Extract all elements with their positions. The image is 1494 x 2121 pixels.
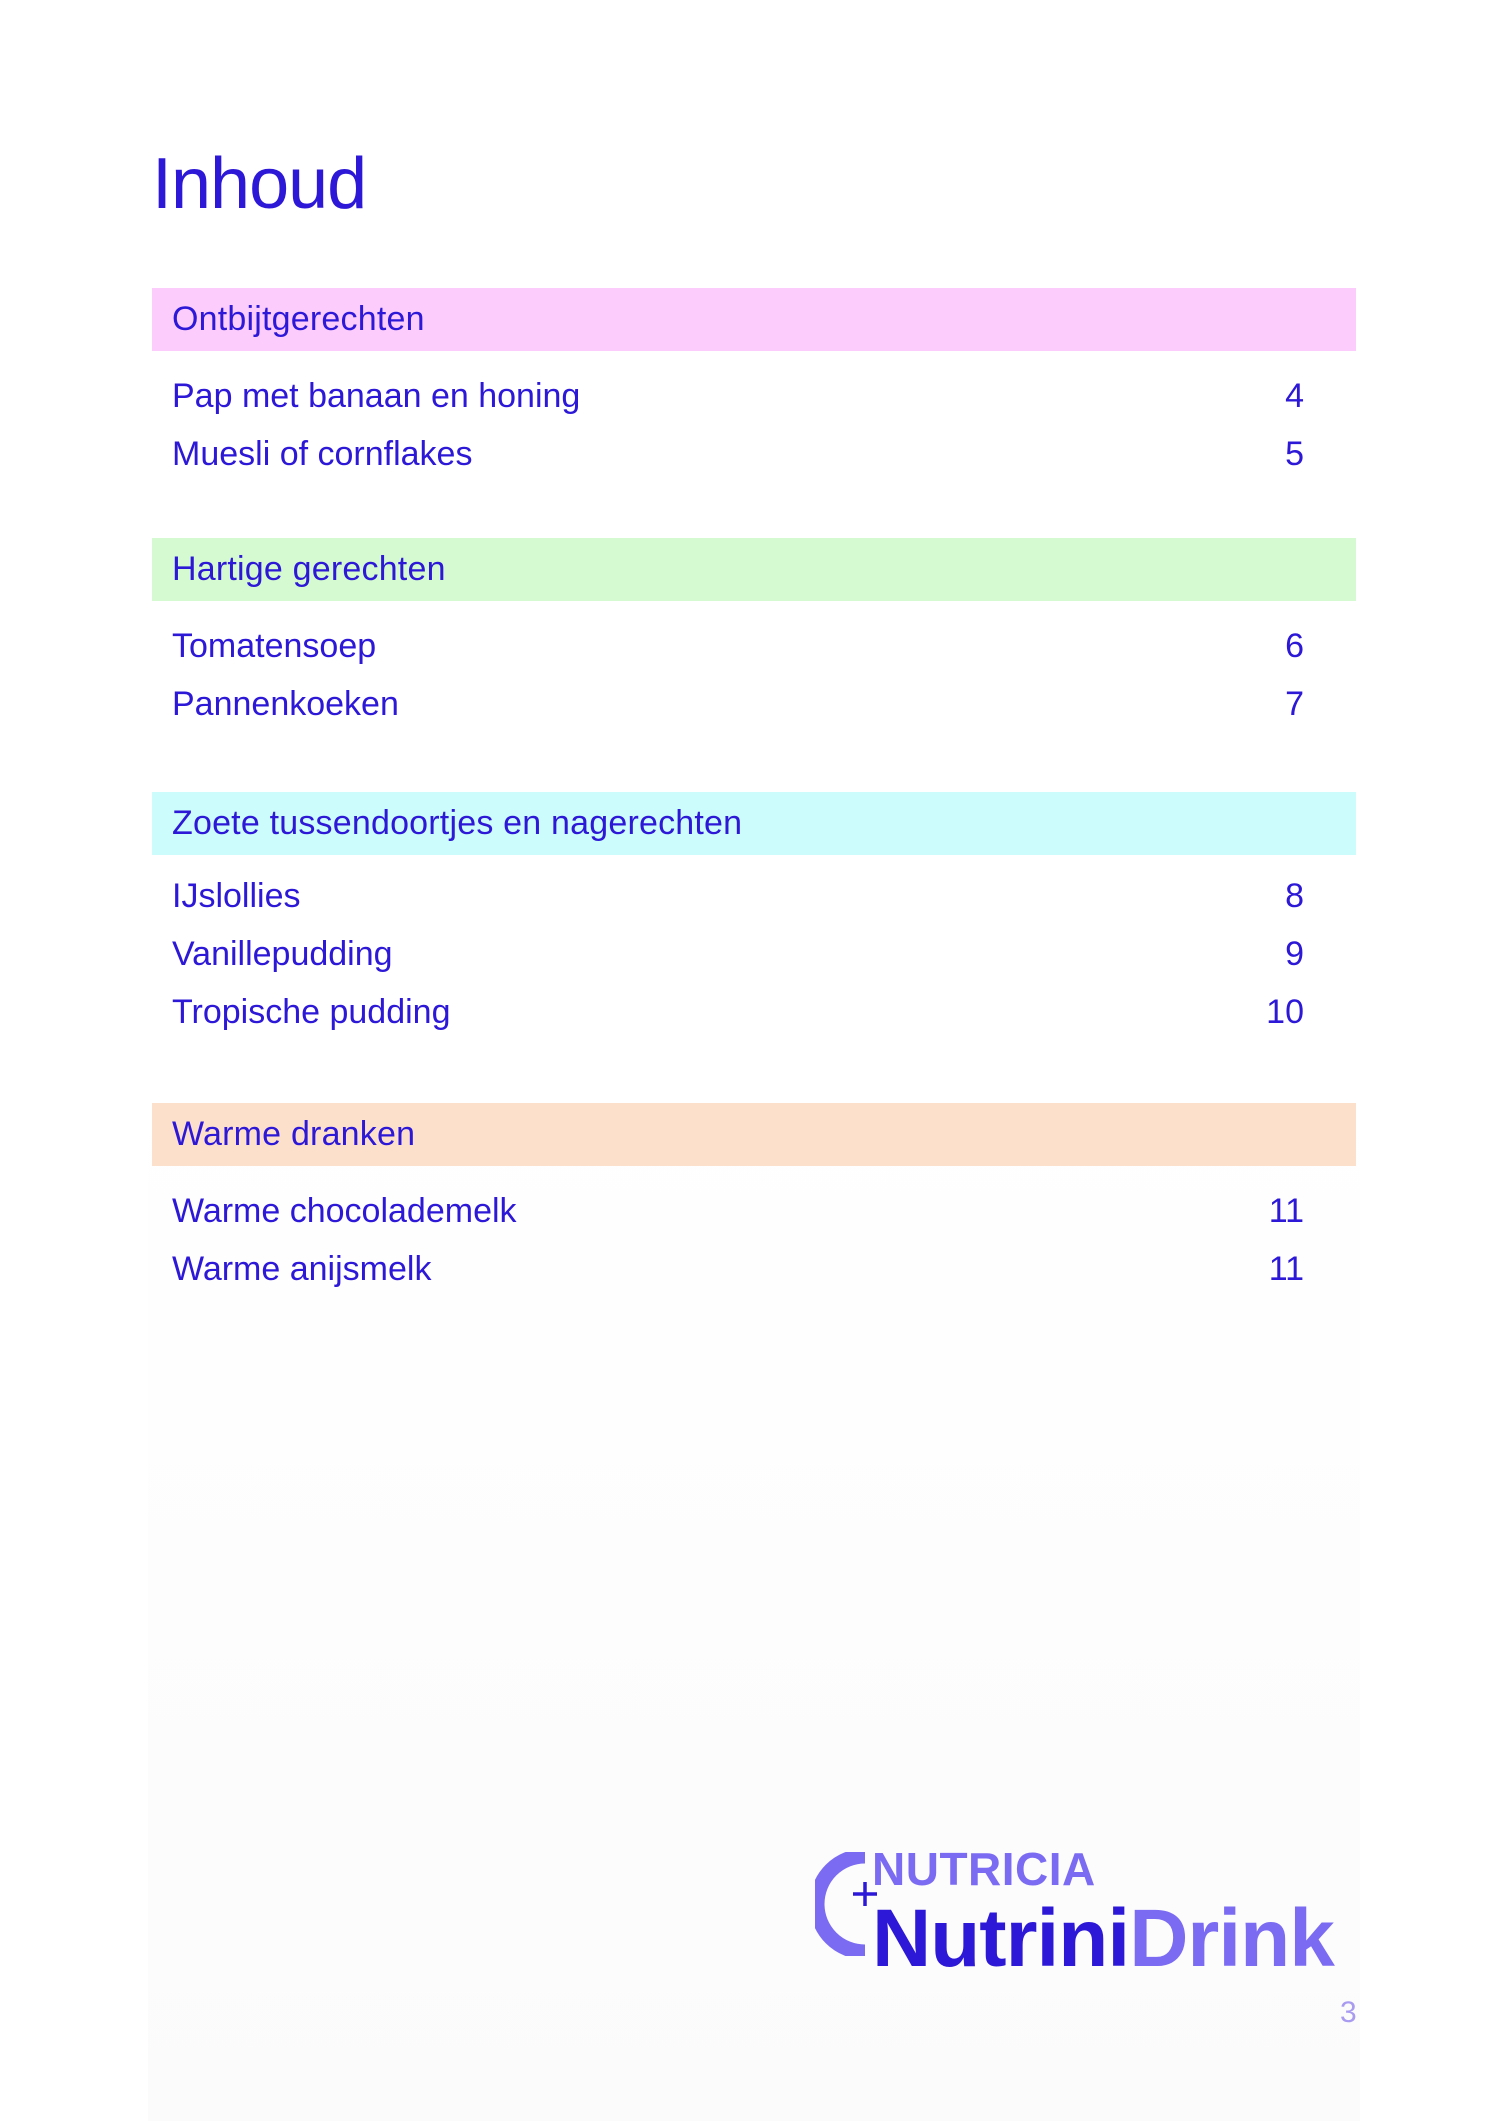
entry-list	[152, 867, 1356, 1041]
section-ontbijtgerechten	[152, 288, 1356, 483]
logo-brand-text: NUTRICIA	[872, 1843, 1096, 1895]
section-heading: Ontbijtgerechten	[152, 288, 1356, 351]
toc-entry[interactable]	[152, 983, 1356, 1041]
entry-label: Pannenkoeken	[172, 684, 399, 723]
page-number: 3	[1340, 1996, 1357, 2029]
entry-page-number: 11	[1268, 1191, 1304, 1230]
entry-page-number: 7	[1285, 684, 1304, 723]
toc-entry[interactable]	[152, 675, 1356, 733]
entry-page-number: 6	[1285, 626, 1304, 665]
entry-label: Tropische pudding	[172, 992, 451, 1031]
toc-entry[interactable]	[152, 925, 1356, 983]
page-title: Inhoud	[152, 144, 367, 224]
entry-label: Warme chocolademelk	[172, 1191, 517, 1230]
section-heading: Hartige gerechten	[152, 538, 1356, 601]
entry-list	[152, 367, 1356, 483]
entry-label: Tomatensoep	[172, 626, 377, 665]
logo-product-part1: Nutrini	[872, 1893, 1130, 1984]
entry-label: Muesli of cornflakes	[172, 434, 473, 473]
toc-entry[interactable]	[152, 425, 1356, 483]
entry-label: Vanillepudding	[172, 934, 393, 973]
logo-product-text	[872, 1893, 1334, 1984]
toc-entry[interactable]	[152, 367, 1356, 425]
toc-entry[interactable]	[152, 1240, 1356, 1298]
toc-entry[interactable]	[152, 617, 1356, 675]
logo-product-part2: Drink	[1129, 1893, 1334, 1984]
section-heading: Warme dranken	[152, 1103, 1356, 1166]
entry-label: Warme anijsmelk	[172, 1249, 432, 1288]
toc-entry[interactable]	[152, 867, 1356, 925]
section-zoete-tussendoortjes	[152, 792, 1356, 1041]
entry-page-number: 10	[1266, 992, 1304, 1031]
entry-label: Pap met banaan en honing	[172, 376, 581, 415]
section-warme-dranken	[152, 1103, 1356, 1298]
entry-page-number: 9	[1285, 934, 1304, 973]
entry-page-number: 4	[1285, 376, 1304, 415]
entry-list	[152, 617, 1356, 733]
entry-page-number: 11	[1268, 1249, 1304, 1288]
section-heading: Zoete tussendoortjes en nagerechten	[152, 792, 1356, 855]
entry-page-number: 8	[1285, 876, 1304, 915]
toc-entry[interactable]	[152, 1182, 1356, 1240]
entry-page-number: 5	[1285, 434, 1304, 473]
entry-label: IJslollies	[172, 876, 301, 915]
nutricia-plus-icon	[815, 1852, 879, 1956]
entry-list	[152, 1182, 1356, 1298]
section-hartige-gerechten	[152, 538, 1356, 733]
nutricia-nutrinidrink-logo	[815, 1843, 1365, 1986]
